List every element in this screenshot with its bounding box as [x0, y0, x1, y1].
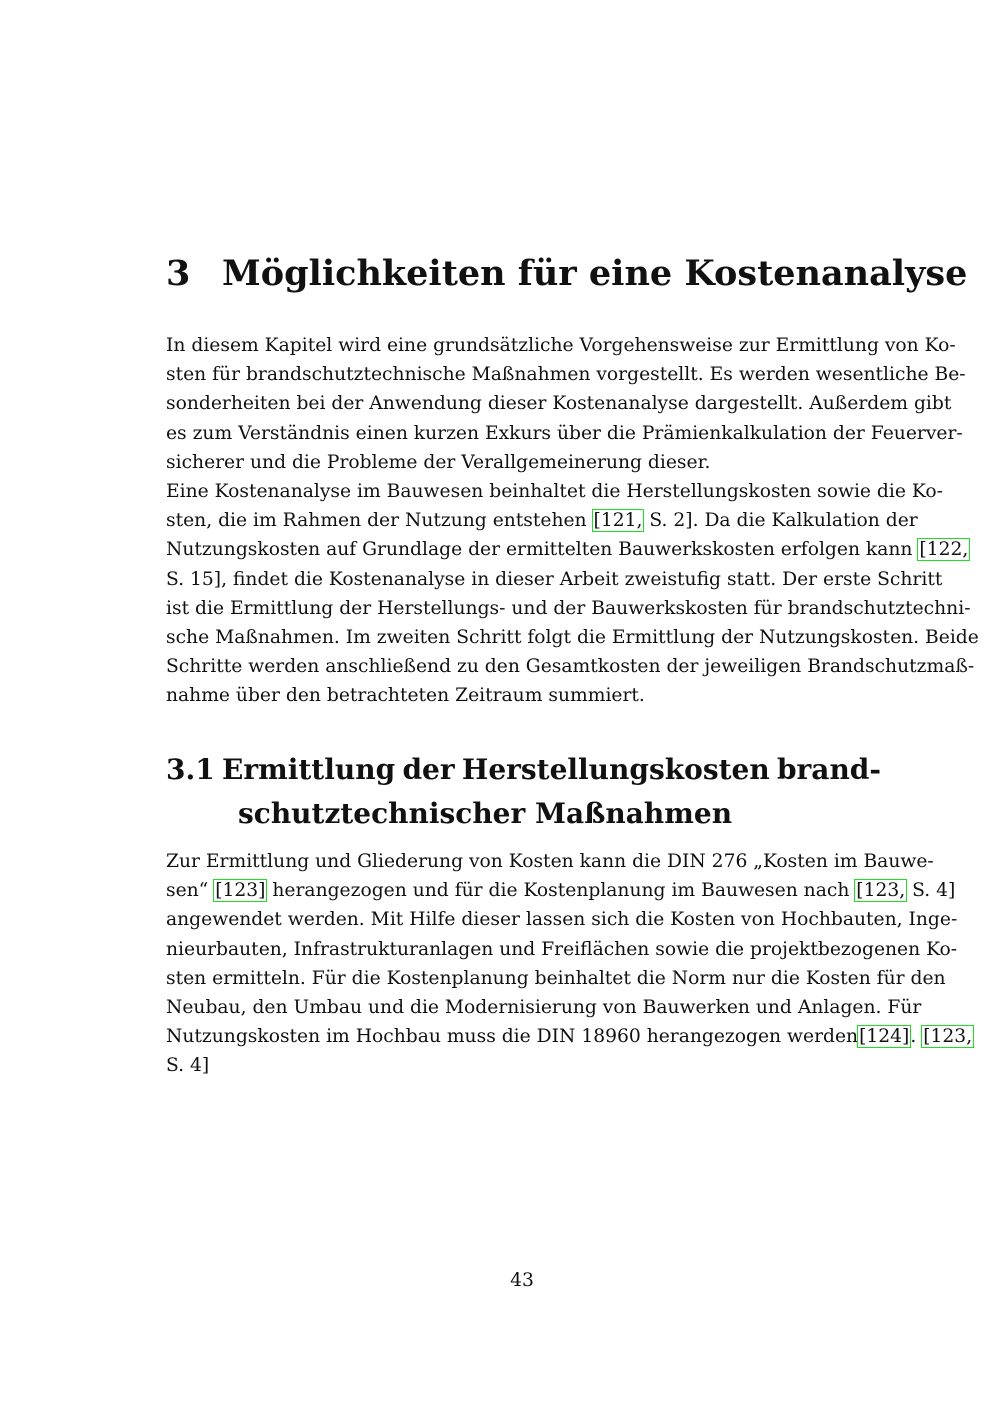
chapter-heading: [166, 250, 968, 298]
citation-link[interactable]: [123,: [923, 1026, 973, 1048]
text-line: S. 15], findet die Kostenanalyse in dieser Arbeit zweistufig statt. Der erste Schritt: [166, 568, 943, 590]
section-word: Herstellungskosten: [461, 753, 770, 786]
text-line: sten für brandschutztechnische Maßnahmen vorgestellt. Es werden wesentliche Be-: [166, 364, 966, 386]
citation-link[interactable]: [123,: [856, 880, 906, 902]
paragraph-din276: [166, 847, 973, 1081]
text-line: sicherer und die Probleme der Verallgemeinerung dieser.: [166, 451, 711, 473]
section-number: 3.1: [166, 753, 215, 786]
text-line: sonderheiten bei der Anwendung dieser Kostenanalyse dargestellt. Außerdem gibt: [166, 393, 952, 415]
paragraph-cost-analysis: [166, 477, 979, 711]
section-word: der: [402, 753, 455, 786]
text-fragment: S. 4]: [906, 880, 956, 902]
text-line: sche Maßnahmen. Im zweiten Schritt folgt die Ermittlung der Nutzungskosten. Beide: [166, 626, 979, 648]
text-fragment: Nutzungskosten im Hochbau muss die DIN 18960 herangezogen werden: [166, 1026, 859, 1048]
text-line: nahme über den betrachteten Zeitraum summiert.: [166, 685, 645, 707]
text-line: S. 4]: [166, 1055, 210, 1077]
citation-link[interactable]: [121,: [593, 510, 643, 532]
text-line: sten ermitteln. Für die Kostenplanung beinhaltet die Norm nur die Kosten für den: [166, 967, 946, 989]
chapter-number: 3: [166, 253, 191, 294]
citation-link[interactable]: [124]: [859, 1026, 910, 1048]
text-fragment: S. 2]. Da die Kalkulation der: [643, 510, 918, 532]
text-line: Schritte werden anschließend zu den Gesamtkosten der jeweiligen Brandschutzmaß-: [166, 656, 975, 678]
citation-link[interactable]: [122,: [919, 539, 969, 561]
section-word: Ermittlung: [222, 753, 396, 786]
text-line: ist die Ermittlung der Herstellungs- und der Bauwerkskosten für brandschutztechni-: [166, 597, 971, 619]
section-word: brand-: [776, 753, 881, 786]
text-fragment: herangezogen und für die Kostenplanung im Bauwesen nach: [266, 880, 856, 902]
text-line: nieurbauten, Infrastrukturanlagen und Freiflächen sowie die projektbezogenen Ko-: [166, 938, 958, 960]
text-fragment: Nutzungskosten auf Grundlage der ermittelten Bauwerkskosten erfolgen kann: [166, 539, 919, 561]
text-line: [166, 506, 918, 535]
text-line: Eine Kostenanalyse im Bauwesen beinhaltet die Herstellungskosten sowie die Ko-: [166, 481, 943, 502]
section-heading-line: [166, 748, 881, 792]
text-fragment: sten, die im Rahmen der Nutzung entstehen: [166, 510, 593, 532]
text-line: Zur Ermittlung und Gliederung von Kosten kann die DIN 276 „Kosten im Bauwe-: [166, 851, 934, 872]
page-number: 43: [510, 1270, 534, 1291]
section-heading: [166, 748, 881, 836]
section-heading-line: schutztechnischer Maßnahmen: [238, 797, 733, 830]
text-line: [166, 876, 956, 905]
text-line: [166, 535, 969, 564]
chapter-title-text: Möglichkeiten für eine Kostenanalyse: [222, 253, 968, 294]
paragraph-intro: [166, 331, 966, 477]
text-line: Neubau, den Umbau und die Modernisierung von Bauwerken und Anlagen. Für: [166, 996, 922, 1018]
text-line: [166, 1022, 973, 1051]
citation-link[interactable]: [123]: [215, 880, 266, 902]
text-fragment: sen“: [166, 880, 215, 902]
text-fragment: .: [910, 1026, 923, 1048]
text-line: In diesem Kapitel wird eine grundsätzliche Vorgehensweise zur Ermittlung von Ko-: [166, 335, 956, 356]
text-line: es zum Verständnis einen kurzen Exkurs über die Prämienkalkulation der Feuerver-: [166, 422, 963, 444]
text-line: angewendet werden. Mit Hilfe dieser lassen sich die Kosten von Hochbauten, Inge-: [166, 909, 958, 931]
